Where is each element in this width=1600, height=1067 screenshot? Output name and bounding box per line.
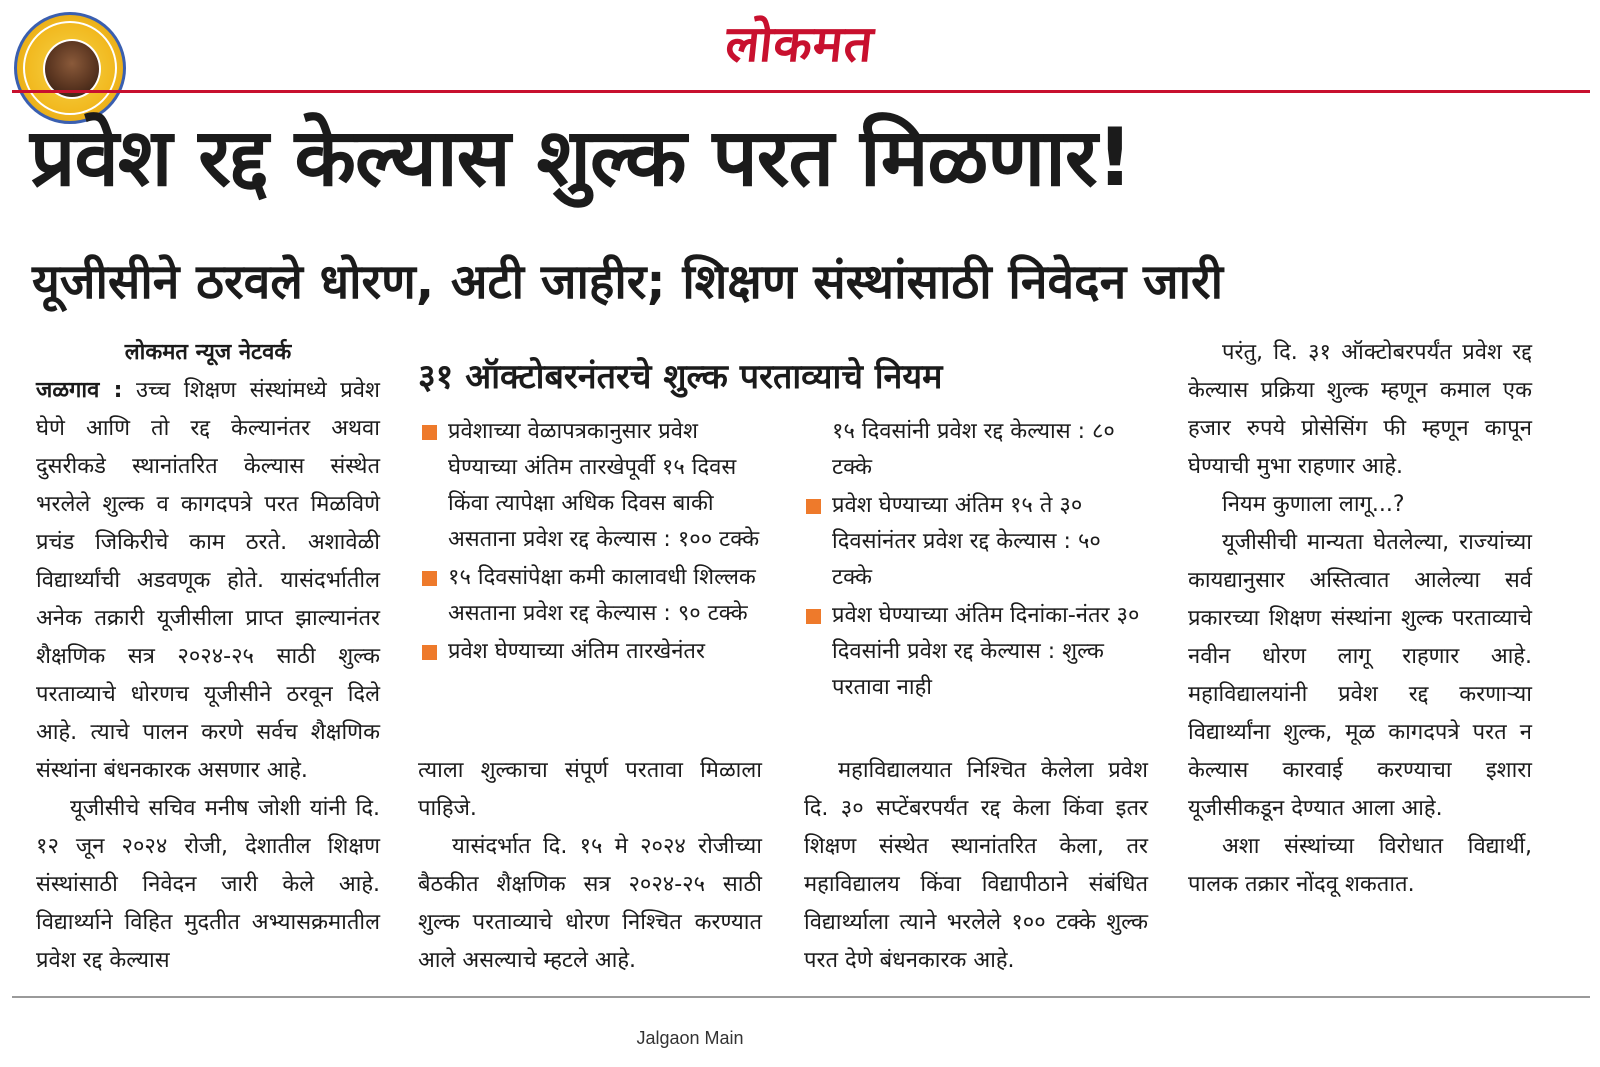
rules-list-right	[806, 414, 1146, 708]
rule-text: प्रवेश घेण्याच्या अंतिम १५ ते ३० दिवसांनंतर प्रवेश रद्द केल्यास : ५० टक्के	[832, 493, 1101, 590]
headline: प्रवेश रद्द केल्यास शुल्क परत मिळणार!	[30, 111, 1133, 204]
bullet-square-icon	[806, 499, 821, 514]
rules-list-left	[422, 414, 762, 672]
rule-text: प्रवेशाच्या वेळापत्रकानुसार प्रवेश घेण्याच्या अंतिम तारखेपूर्वी १५ दिवस किंवा त्यापेक्षा अधिक दिवस बाकी असताना प्रवेश रद्द केल्यास : १०० टक्के	[448, 419, 760, 552]
lead-paragraph	[36, 372, 380, 790]
paragraph: परंतु, दि. ३१ ऑक्टोबरपर्यंत प्रवेश रद्द केल्यास प्रक्रिया शुल्क म्हणून कमाल एक हजार रुपये प्रोसेसिंग फी म्हणून कापून घेण्याची मुभा राहणार आहे.	[1188, 340, 1532, 479]
paragraph: यासंदर्भात दि. १५ मे २०२४ रोजीच्या बैठकीत शैक्षणिक सत्र २०२४-२५ साठी शुल्क परताव्याचे धोरण निश्चित करण्यात आले असल्याचे म्हटले आहे.	[418, 834, 762, 973]
bullet-square-icon	[422, 571, 437, 586]
paragraph: महाविद्यालयात निश्चित केलेला प्रवेश दि. ३० सप्टेंबरपर्यंत रद्द केला किंवा इतर शिक्षण संस्थेत स्थानांतरित केला, तर महाविद्यालय किंवा विद्यापीठाने संबंधित विद्यार्थ्याला त्याने भरलेले १०० टक्के शुल्क परत देणे बंधनकारक आहे.	[804, 758, 1148, 973]
paragraph: अशा संस्थांच्या विरोधात विद्यार्थी, पालक तक्रार नोंदवू शकतात.	[1188, 834, 1532, 897]
paragraph-2: यूजीसीचे सचिव मनीष जोशी यांनी दि. १२ जून २०२४ रोजी, देशातील शिक्षण संस्थांसाठी निवेदन जारी केले आहे. विद्यार्थ्याने विहित मुदतीत अभ्यासक्रमातील प्रवेश रद्द केल्यास	[36, 796, 380, 973]
column-4	[1188, 334, 1532, 904]
rule-text: १५ दिवसांपेक्षा कमी कालावधी शिल्लक असताना प्रवेश रद्द केल्यास : ९० टक्के	[448, 565, 756, 626]
rule-item	[422, 560, 762, 632]
rule-text: १५ दिवसांनी प्रवेश रद्द केल्यास : ८० टक्के	[832, 419, 1115, 480]
paragraph: यूजीसीची मान्यता घेतलेल्या, राज्यांच्या कायद्यानुसार अस्तित्वात आलेल्या सर्व प्रकारच्या शिक्षण संस्थांना शुल्क परताव्याचे नवीन धोरण लागू राहणार आहे. महाविद्यालयांनी प्रवेश रद्द करणाऱ्या विद्यार्थ्यांना शुल्क, मूळ कागदपत्रे परत न केल्यास कारवाई करण्याचा इशारा यूजीसीकडून देण्यात आला आहे.	[1188, 530, 1532, 821]
bullet-square-icon	[806, 609, 821, 624]
byline: लोकमत न्यूज नेटवर्क	[124, 340, 292, 365]
dateline: जळगाव :	[36, 378, 123, 403]
rule-text: प्रवेश घेण्याच्या अंतिम दिनांका-नंतर ३० दिवसांनी प्रवेश रद्द केल्यास : शुल्क परतावा नाही	[832, 603, 1140, 700]
rule-item	[422, 634, 762, 670]
newspaper-logo: लोकमत	[722, 14, 877, 73]
bullet-square-icon	[422, 425, 437, 440]
column-3	[804, 752, 1148, 980]
masthead-rule	[12, 90, 1590, 93]
rule-item-continued	[806, 414, 1146, 486]
rule-item	[806, 598, 1146, 706]
subsection-heading: नियम कुणाला लागू...?	[1222, 492, 1405, 517]
edition-label: Jalgaon Main	[636, 1028, 744, 1048]
rules-box-title: ३१ ऑक्टोबरनंतरचे शुल्क परताव्याचे नियम	[418, 357, 943, 397]
rule-text: प्रवेश घेण्याच्या अंतिम तारखेनंतर	[448, 639, 705, 664]
bullet-square-icon	[422, 645, 437, 660]
column-2	[418, 752, 762, 980]
subheadline: यूजीसीने ठरवले धोरण, अटी जाहीर; शिक्षण संस्थांसाठी निवेदन जारी	[32, 254, 1224, 310]
column-1	[36, 334, 380, 980]
masthead	[0, 0, 1600, 92]
paragraph: त्याला शुल्काचा संपूर्ण परतावा मिळाला पाहिजे.	[418, 758, 762, 821]
rule-item	[806, 488, 1146, 596]
rule-item	[422, 414, 762, 558]
lead-text: उच्च शिक्षण संस्थांमध्ये प्रवेश घेणे आणि तो रद्द केल्यानंतर अथवा दुसरीकडे स्थानांतरित केल्यास संस्थेत भरलेले शुल्क व कागदपत्रे परत मिळविणे प्रचंड जिकिरीचे काम ठरते. अशावेळी विद्यार्थ्यांची अडवणूक होते. यासंदर्भातील अनेक तक्रारी यूजीसीला प्राप्त झाल्यानंतर शैक्षणिक सत्र २०२४-२५ साठी शुल्क परताव्याचे धोरणच यूजीसीने ठरवून दिले आहे. त्याचे पालन करणे सर्वच शैक्षणिक संस्थांना बंधनकारक असणार आहे.	[36, 378, 380, 783]
